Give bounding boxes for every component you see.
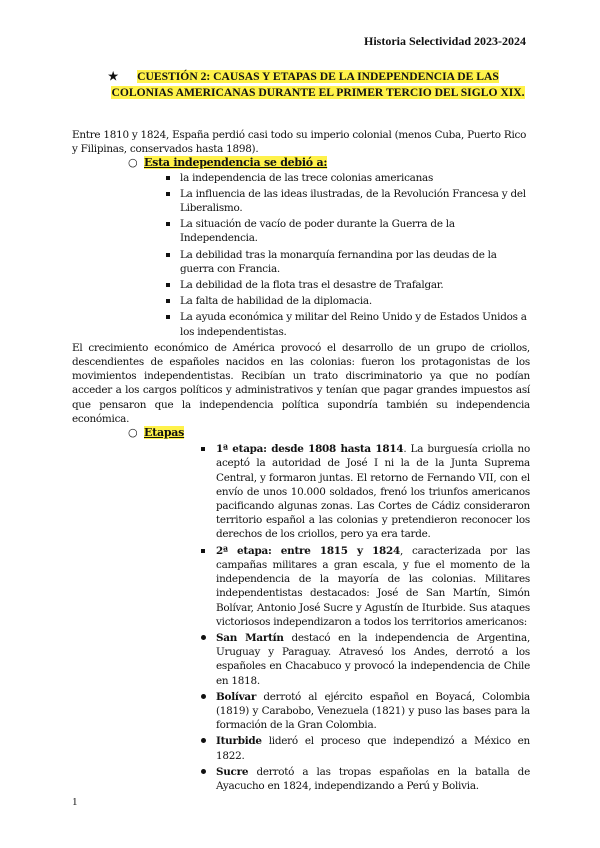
list-item: La falta de habilidad de la diplomacia. xyxy=(180,294,530,308)
list-item: La debilidad de la flota tras el desastre de Trafalgar. xyxy=(180,278,530,292)
page-header: Historia Selectividad 2023-2024 xyxy=(364,34,526,48)
stage-2 xyxy=(216,544,530,629)
circle-bullet-icon: ○ xyxy=(128,426,138,440)
leaders-list xyxy=(72,631,530,793)
causes-heading: ○ Esta independencia se debió a: xyxy=(128,156,328,170)
document-body xyxy=(72,128,530,795)
list-item: Bolívar derrotó al ejército español en Boyacá, Colombia (1819) y Carabobo, Venezuela (1821) y puso las bases para la formación de la Gran Colombia. xyxy=(216,690,530,732)
list-item: Sucre derrotó a las tropas españolas en la batalla de Ayacucho en 1824, independizando a Perú y Bolivia. xyxy=(216,765,530,792)
star-icon: ★ xyxy=(108,70,119,83)
stage-1-text: . La burguesía criolla no aceptó la autoridad de José I ni la de la Junta Suprema Central, y formaron juntas. El retorno de Fernando VII, con el envío de unos 10.000 soldados, frenó los triunfos americanos pacificando algunas zonas. Las Cortes de Cádiz consideraron territorio español a las colonias y pretendieron reconocer los derechos de los criollos, pero ya era tarde. xyxy=(216,443,530,541)
growth-paragraph: El crecimiento económico de América provocó el desarrollo de un grupo de criollos, descendientes de españoles nacidos en las colonias: fueron los protagonistas de los movimientos independentistas. Recibían un trato discriminatorio ya que no podían acceder a los cargos políticos y administrativos y tenían que pagar grandes impuestos así que pensaron que la independencia política supondría también su independencia económica. xyxy=(72,341,530,425)
list-item: la independencia de las trece colonias americanas xyxy=(180,171,530,185)
stage-2-text: , caracterizada por las campañas militares a gran escala, y fue el momento de la independencia de la mayoría de las colonias. Militares independentistas destacados: José de San Martín, Simón Bolívar, Antonio José Sucre y Agustín de Iturbide. Sus ataques victoriosos independizaron a todos los territorios americanos: xyxy=(216,544,531,628)
list-item: La influencia de las ideas ilustradas, de la Revolución Francesa y del Liberalismo. xyxy=(180,187,530,215)
stage-2-label: 2ª etapa: entre 1815 y 1824 xyxy=(216,544,401,557)
stages-heading: ○ Etapas xyxy=(128,426,185,440)
title-text: CUESTIÓN 2: CAUSAS Y ETAPAS DE LA INDEPENDENCIA DE LAS COLONIAS AMERICANAS DURANTE EL PRIMER TERCIO DEL SIGLO XIX. xyxy=(111,70,525,99)
intro-paragraph: Entre 1810 y 1824, España perdió casi todo su imperio colonial (menos Cuba, Puerto Rico y Filipinas, conservados hasta 1898). xyxy=(72,129,527,156)
stage-1-label: 1ª etapa: desde 1808 hasta 1814 xyxy=(216,443,404,456)
page-number: 1 xyxy=(72,796,78,808)
list-item: San Martín destacó en la independencia de Argentina, Uruguay y Paraguay. Atravesó los Andes, derrotó a los españoles en Chacabuco y provocó la independencia de Chile en 1818. xyxy=(216,631,530,687)
list-item: La ayuda económica y militar del Reino Unido y de Estados Unidos a los independentistas. xyxy=(180,310,530,338)
question-title xyxy=(108,69,528,101)
causes-list xyxy=(72,171,530,339)
list-item: La debilidad tras la monarquía fernandina por las deudas de la guerra con Francia. xyxy=(180,248,530,276)
circle-bullet-icon: ○ xyxy=(128,156,138,170)
stage-1 xyxy=(216,442,530,541)
list-item: La situación de vacío de poder durante la Guerra de la Independencia. xyxy=(180,217,530,245)
list-item: Iturbide lideró el proceso que independizó a México en 1822. xyxy=(216,735,530,762)
